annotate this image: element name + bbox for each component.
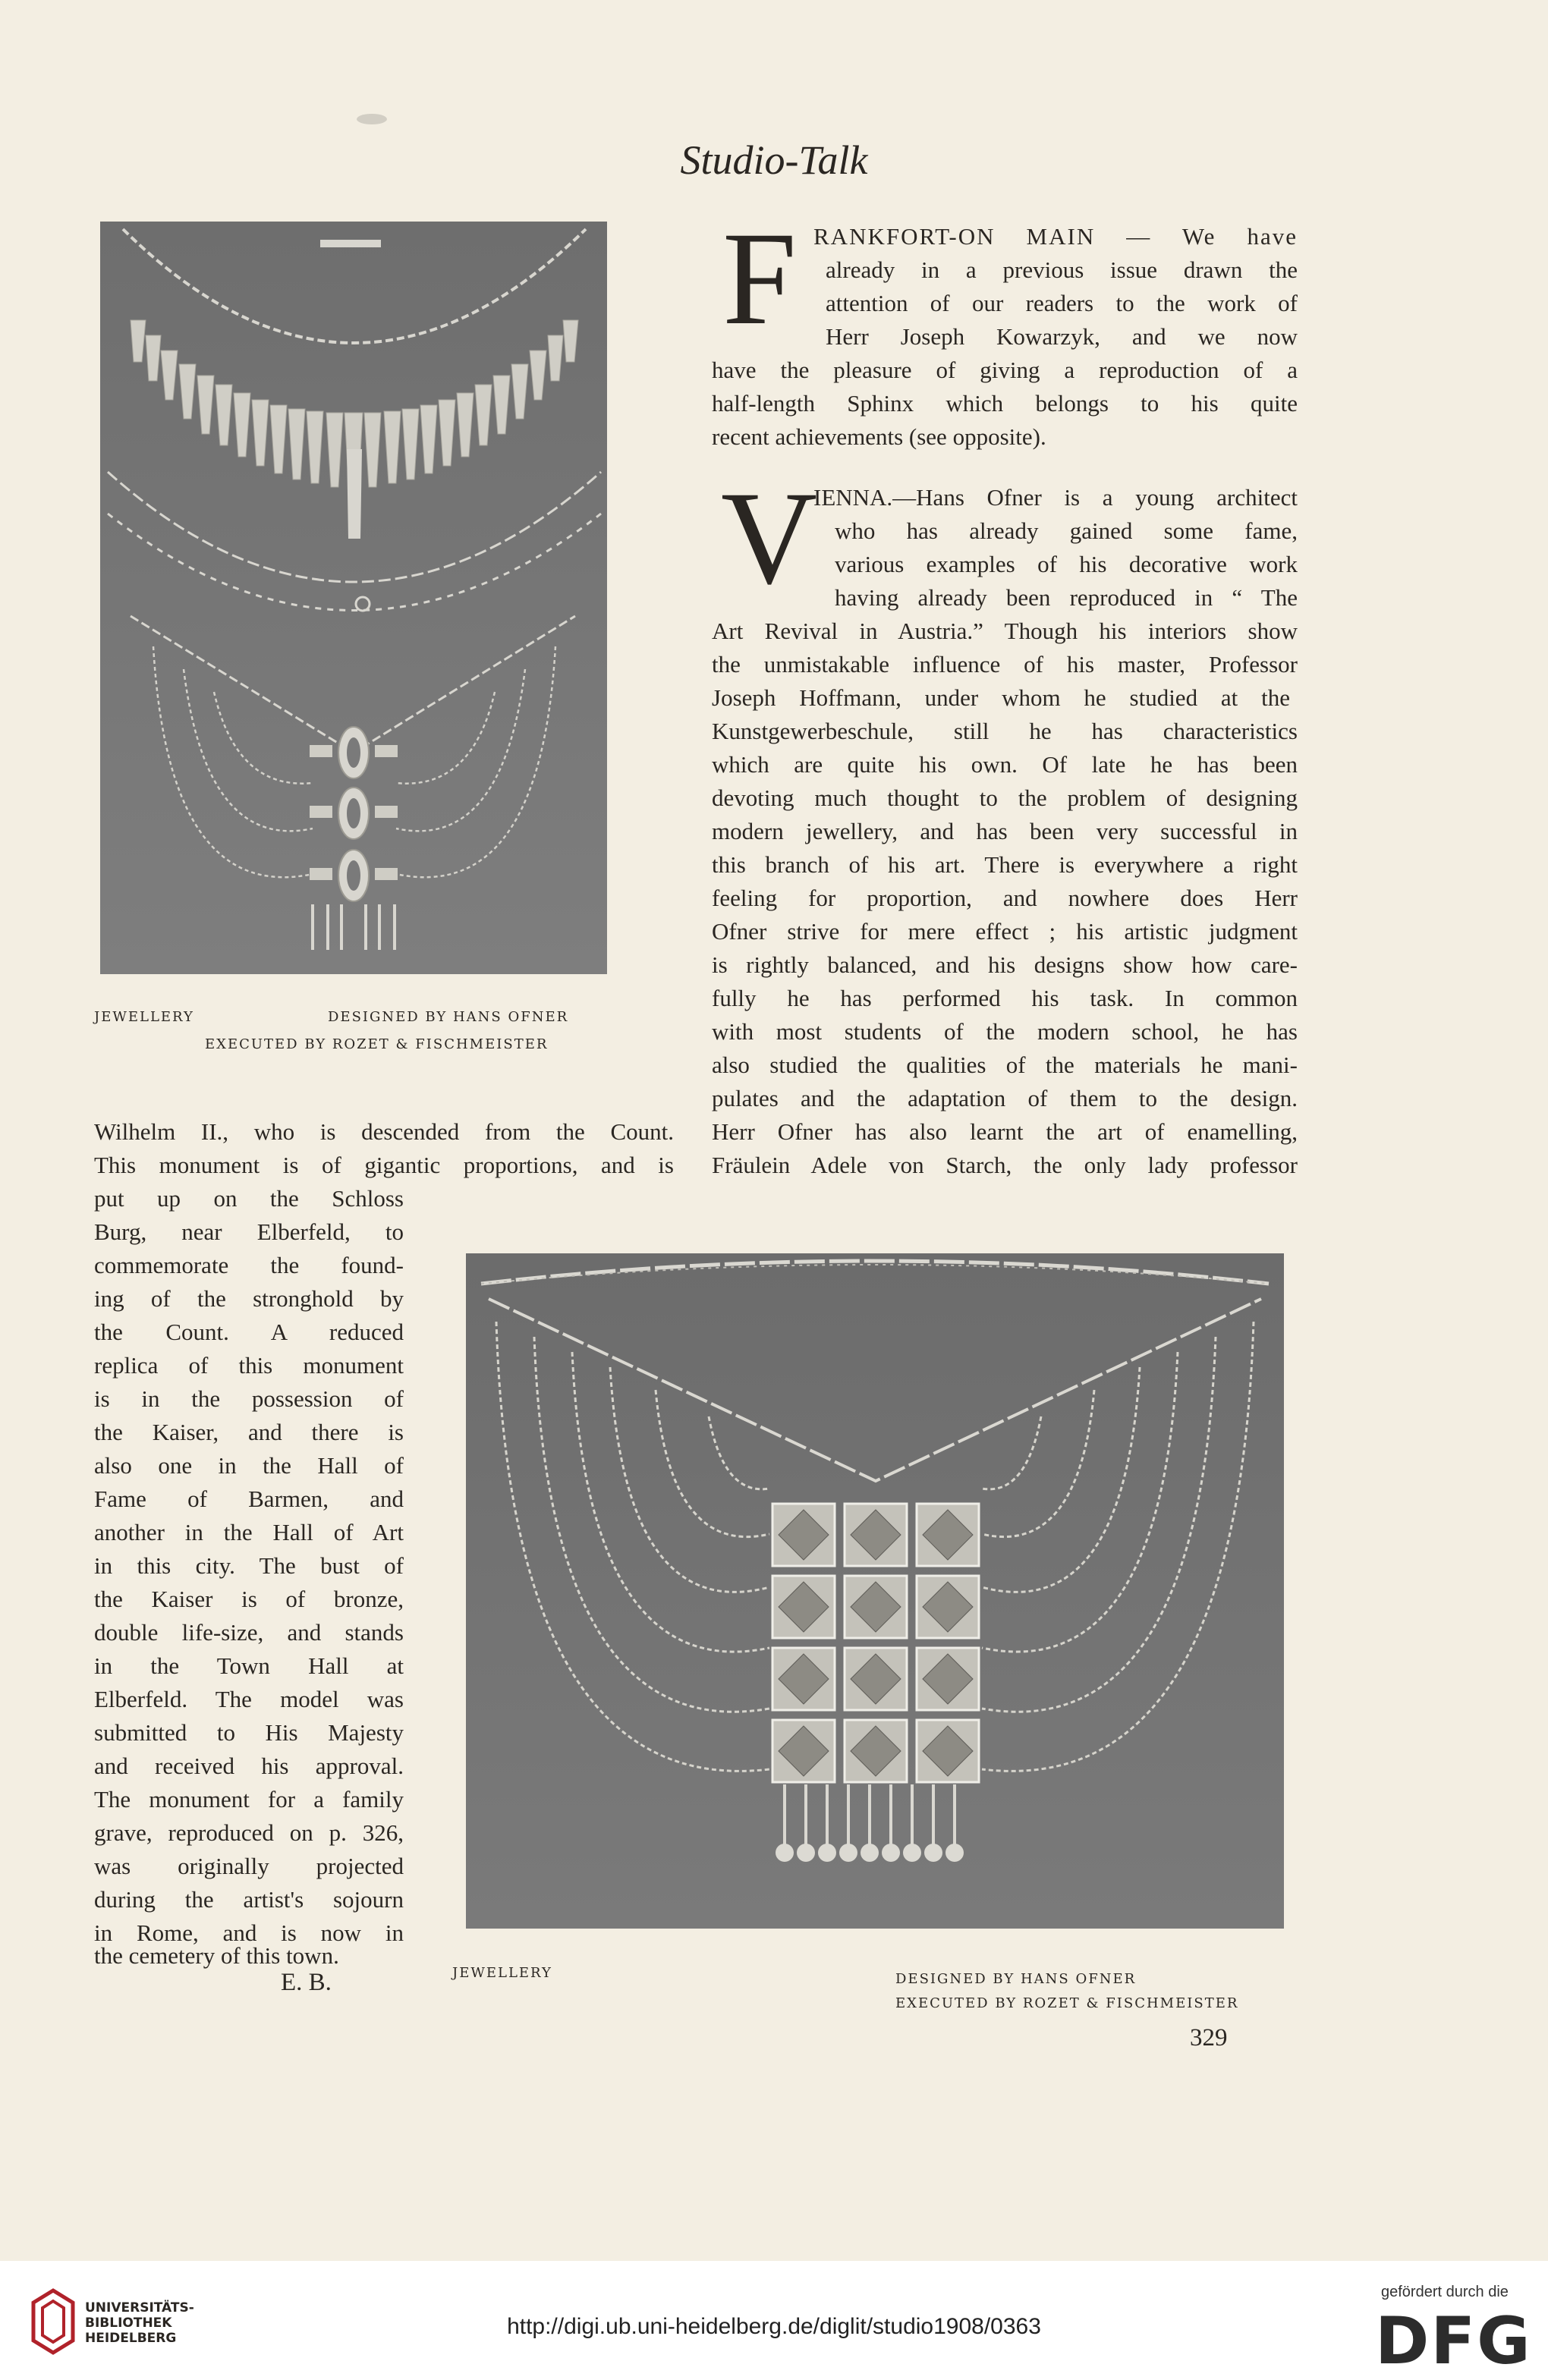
vienna-line: Kunstgewerbeschule, still he has characteristics xyxy=(712,718,1298,744)
monument-line: the Kaiser is of bronze, xyxy=(94,1586,404,1612)
vienna-line: having already been reproduced in “ The xyxy=(835,584,1298,611)
monument-line: also one in the Hall of xyxy=(94,1452,404,1479)
necklace-photo-2 xyxy=(466,1253,1284,1929)
vienna-line: which are quite his own. Of late he has been xyxy=(712,751,1298,778)
frankfort-line: have the pleasure of giving a reproduction of a xyxy=(712,357,1298,383)
vienna-line: this branch of his art. There is everywhere a right xyxy=(712,851,1298,878)
monument-line: and received his approval. xyxy=(94,1753,404,1779)
frankfort-line: half-length Sphinx which belongs to his quite xyxy=(712,390,1298,417)
page-number: 329 xyxy=(1190,2024,1228,2051)
monument-line: ing of the stronghold by xyxy=(94,1285,404,1312)
monument-line: double life-size, and stands xyxy=(94,1619,404,1646)
monument-line: The monument for a family xyxy=(94,1786,404,1813)
vienna-line: Joseph Hoffmann, under whom he studied at the xyxy=(712,684,1290,711)
figure1-caption-designer: DESIGNED BY HANS OFNER xyxy=(328,1009,569,1025)
figure2-caption-title: JEWELLERY xyxy=(452,1965,552,1981)
vienna-line: modern jewellery, and has been very successful in xyxy=(712,818,1298,844)
monument-line: during the artist's sojourn xyxy=(94,1886,404,1913)
vienna-line: IENNA.—Hans Ofner is a young architect xyxy=(813,484,1298,511)
vienna-line: also studied the qualities of the materials he mani- xyxy=(712,1052,1298,1078)
necklace-photo-1 xyxy=(100,222,607,974)
figure1-caption-title: JEWELLERY xyxy=(94,1009,194,1025)
ink-smudge xyxy=(357,114,387,124)
vienna-line: fully he has performed his task. In common xyxy=(712,985,1298,1011)
monument-line: the cemetery of this town. xyxy=(94,1942,339,1969)
monument-line: in Rome, and is now in xyxy=(94,1919,404,1946)
figure2-caption-executor: EXECUTED BY ROZET & FISCHMEISTER xyxy=(895,1995,1239,2011)
monument-line: submitted to His Majesty xyxy=(94,1719,404,1746)
vienna-line: Herr Ofner has also learnt the art of enamelling, xyxy=(712,1118,1298,1145)
frankfort-line: RANKFORT-ON MAIN — We have xyxy=(813,223,1298,250)
monument-line: is in the possession of xyxy=(94,1385,404,1412)
vienna-line: who has already gained some fame, xyxy=(835,517,1298,544)
monument-line: replica of this monument xyxy=(94,1352,404,1379)
monument-line: This monument is of gigantic proportions, and is xyxy=(94,1152,674,1178)
library-name-line: BIBLIOTHEK xyxy=(85,2316,172,2331)
frankfort-line: already in a previous issue drawn the xyxy=(826,256,1298,283)
monument-line: put up on the Schloss xyxy=(94,1185,404,1212)
monument-line: another in the Hall of Art xyxy=(94,1519,404,1545)
monument-line: the Count. A reduced xyxy=(94,1319,404,1345)
monument-line: commemorate the found- xyxy=(94,1252,404,1278)
vienna-line: Art Revival in Austria.” Though his interiors show xyxy=(712,618,1298,644)
running-header: Studio-Talk xyxy=(680,137,868,183)
funder-label: gefördert durch die xyxy=(1381,2284,1509,2300)
vienna-line: Ofner strive for mere effect ; his artistic judgment xyxy=(712,918,1298,945)
frankfort-line: recent achievements (see opposite). xyxy=(712,423,1046,450)
vienna-line: with most students of the modern school, he has xyxy=(712,1018,1298,1045)
monument-line: the Kaiser, and there is xyxy=(94,1419,404,1445)
vienna-line: feeling for proportion, and nowhere does Herr xyxy=(712,885,1298,911)
figure2-caption-designer: DESIGNED BY HANS OFNER xyxy=(895,1971,1137,1987)
library-name-line: HEIDELBERG xyxy=(85,2331,177,2346)
necklace-2-illustration xyxy=(466,1253,1284,1929)
dropcap-f: F xyxy=(722,205,797,353)
vienna-line: pulates and the adaptation of them to the design. xyxy=(712,1085,1298,1111)
necklace-1-illustration xyxy=(100,222,607,974)
vienna-line: the unmistakable influence of his master, Professor xyxy=(712,651,1298,678)
monument-line: Fame of Barmen, and xyxy=(94,1486,404,1512)
dfg-logo: DFG xyxy=(1375,2303,1532,2379)
vienna-line: is rightly balanced, and his designs show how care- xyxy=(712,951,1298,978)
vienna-line: Fräulein Adele von Starch, the only lady professor xyxy=(712,1152,1298,1178)
vienna-line: various examples of his decorative work xyxy=(835,551,1298,577)
monument-line: was originally projected xyxy=(94,1853,404,1879)
monument-line: Elberfeld. The model was xyxy=(94,1686,404,1712)
monument-line: Wilhelm II., who is descended from the Count. xyxy=(94,1118,674,1145)
monument-line: in this city. The bust of xyxy=(94,1552,404,1579)
source-url-link[interactable]: http://digi.ub.uni-heidelberg.de/diglit/studio1908/0363 xyxy=(507,2314,1041,2339)
figure1-caption-executor: EXECUTED BY ROZET & FISCHMEISTER xyxy=(205,1036,549,1052)
frankfort-line: attention of our readers to the work of xyxy=(826,290,1298,316)
vienna-line: devoting much thought to the problem of designing xyxy=(712,784,1298,811)
dropcap-v: V xyxy=(721,464,818,612)
frankfort-line: Herr Joseph Kowarzyk, and we now xyxy=(826,323,1298,350)
author-signature: E. B. xyxy=(281,1969,332,1996)
monument-line: in the Town Hall at xyxy=(94,1652,404,1679)
library-name-line: UNIVERSITÄTS- xyxy=(85,2300,194,2316)
monument-line: grave, reproduced on p. 326, xyxy=(94,1819,404,1846)
monument-line: Burg, near Elberfeld, to xyxy=(94,1218,404,1245)
